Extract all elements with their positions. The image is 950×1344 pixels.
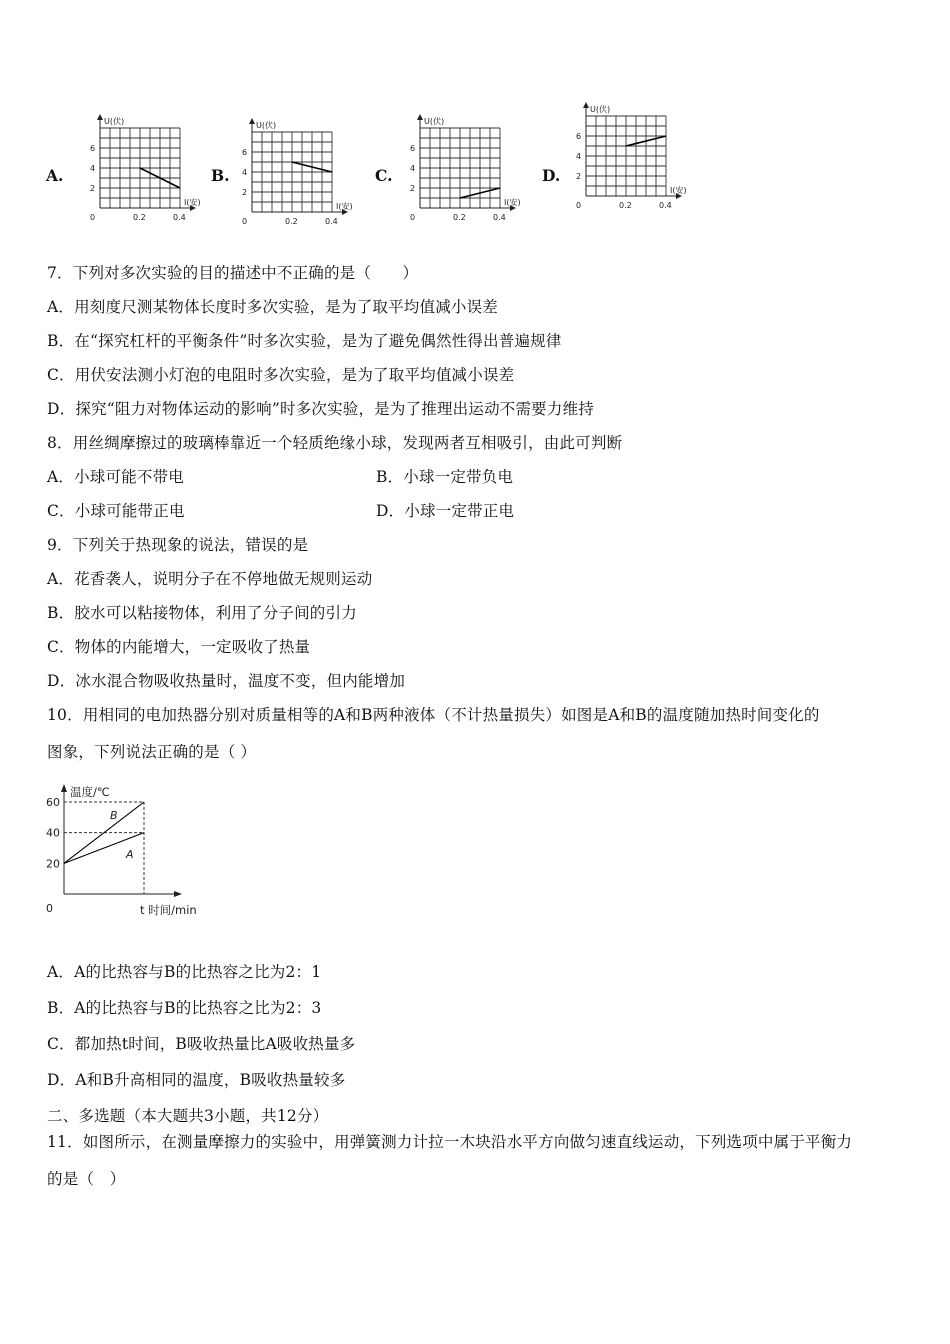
temperature-time-graph	[40, 778, 220, 924]
x-tick-label: 0	[90, 213, 96, 222]
q11-stem-line1: 11．如图所示，在测量摩擦力的实验中，用弹簧测力计拉一木块沿水平方向做匀速直线运动，下列选项中属于平衡力	[47, 1133, 853, 1151]
x-axis-label: I(安)	[336, 202, 353, 211]
y-axis-label: 温度/℃	[70, 785, 110, 799]
q8-option-d: D．小球一定带正电	[376, 502, 515, 520]
q10-option-c: C．都加热t时间，B吸收热量比A吸收热量多	[47, 1035, 356, 1053]
y-tick-label: 6	[242, 148, 248, 157]
q9-option-b: B．胶水可以粘接物体，利用了分子间的引力	[47, 604, 357, 622]
q10-stem-line2: 图象，下列说法正确的是（ ）	[47, 743, 257, 761]
x-tick-label: 0.2	[285, 217, 298, 226]
y-tick-label: 4	[242, 168, 248, 177]
x-tick-label: 0.4	[173, 213, 186, 222]
q11-stem-line2: 的是（ ）	[47, 1170, 126, 1188]
x-tick-label: 0.4	[325, 217, 338, 226]
y-tick-label: 0	[46, 902, 53, 915]
y-tick-label: 6	[410, 144, 416, 153]
y-axis-label: U(伏)	[256, 121, 277, 130]
x-axis-label: t 时间/min	[140, 903, 197, 917]
y-tick-label: 4	[410, 164, 416, 173]
y-axis-arrow	[97, 114, 103, 120]
y-axis-arrow	[417, 114, 423, 120]
x-tick-label: 0.2	[133, 213, 146, 222]
y-axis-arrow	[61, 784, 67, 792]
y-tick-label: 20	[46, 857, 60, 871]
y-axis-label: U(伏)	[424, 117, 445, 126]
q7-option-c: C．用伏安法测小灯泡的电阻时多次实验，是为了取平均值减小误差	[47, 366, 515, 384]
option-b-graph	[232, 112, 362, 226]
x-axis-label: I(安)	[184, 198, 201, 207]
option-c-label: C.	[375, 166, 393, 185]
q10-option-d: D．A和B升高相同的温度，B吸收热量较多	[47, 1071, 346, 1089]
q7-option-b: B．在“探究杠杆的平衡条件”时多次实验，是为了避免偶然性得出普遍规律	[47, 332, 562, 350]
x-axis-label: I(安)	[670, 186, 687, 195]
x-tick-label: 0	[576, 201, 582, 210]
q8-option-b: B．小球一定带负电	[376, 468, 514, 486]
q9-stem: 9．下列关于热现象的说法，错误的是	[47, 536, 309, 554]
option-d-graph	[566, 96, 706, 226]
x-tick-label: 0.2	[453, 213, 466, 222]
q7-stem: 7．下列对多次实验的目的描述中不正确的是（ ）	[47, 264, 419, 282]
y-tick-label: 2	[410, 184, 416, 193]
y-axis-arrow	[249, 118, 255, 124]
q9-option-a: A．花香袭人，说明分子在不停地做无规则运动	[47, 570, 373, 588]
x-tick-label: 0.4	[659, 201, 672, 210]
q10-option-a: A．A的比热容与B的比热容之比为2：1	[47, 963, 322, 981]
option-c-graph	[400, 108, 530, 226]
option-a-label: A.	[46, 166, 64, 185]
series-label-B: B	[110, 809, 118, 822]
y-tick-label: 2	[90, 184, 96, 193]
q7-option-a: A．用刻度尺测某物体长度时多次实验，是为了取平均值减小误差	[47, 298, 498, 316]
y-tick-label: 6	[576, 132, 582, 141]
q9-option-d: D．冰水混合物吸收热量时，温度不变，但内能增加	[47, 672, 406, 690]
q10-option-b: B．A的比热容与B的比热容之比为2：3	[47, 999, 322, 1017]
q8-option-c: C．小球可能带正电	[47, 502, 185, 520]
x-tick-label: 0.4	[493, 213, 506, 222]
x-axis-label: I(安)	[504, 198, 521, 207]
y-tick-label: 6	[90, 144, 96, 153]
section-heading: 二、多选题（本大题共3小题，共12分）	[47, 1107, 329, 1125]
x-tick-label: 0	[242, 217, 248, 226]
q8-option-a: A．小球可能不带电	[47, 468, 184, 486]
q8-stem: 8．用丝绸摩擦过的玻璃棒靠近一个轻质绝缘小球，发现两者互相吸引，由此可判断	[47, 434, 623, 452]
y-tick-label: 60	[46, 796, 60, 809]
y-tick-label: 40	[46, 826, 60, 840]
q9-option-c: C．物体的内能增大，一定吸收了热量	[47, 638, 311, 656]
y-tick-label: 4	[576, 152, 582, 161]
series-label-A: A	[126, 848, 134, 861]
option-a-graph	[80, 108, 210, 226]
q7-option-d: D．探究“阻力对物体运动的影响”时多次实验，是为了推理出运动不需要力维持	[47, 400, 594, 418]
x-tick-label: 0.2	[619, 201, 632, 210]
y-axis-label: U(伏)	[104, 117, 125, 126]
option-b-label: B.	[211, 166, 230, 185]
y-tick-label: 2	[242, 188, 248, 197]
x-axis-arrow	[174, 891, 182, 897]
y-axis-label: U(伏)	[590, 105, 611, 114]
y-tick-label: 4	[90, 164, 96, 173]
y-tick-label: 2	[576, 172, 582, 181]
option-d-label: D.	[542, 166, 561, 185]
y-axis-arrow	[583, 102, 589, 108]
q10-stem-line1: 10．用相同的电加热器分别对质量相等的A和B两种液体（不计热量损失）如图是A和B的温度随加热时间变化的	[47, 706, 820, 724]
x-tick-label: 0	[410, 213, 416, 222]
